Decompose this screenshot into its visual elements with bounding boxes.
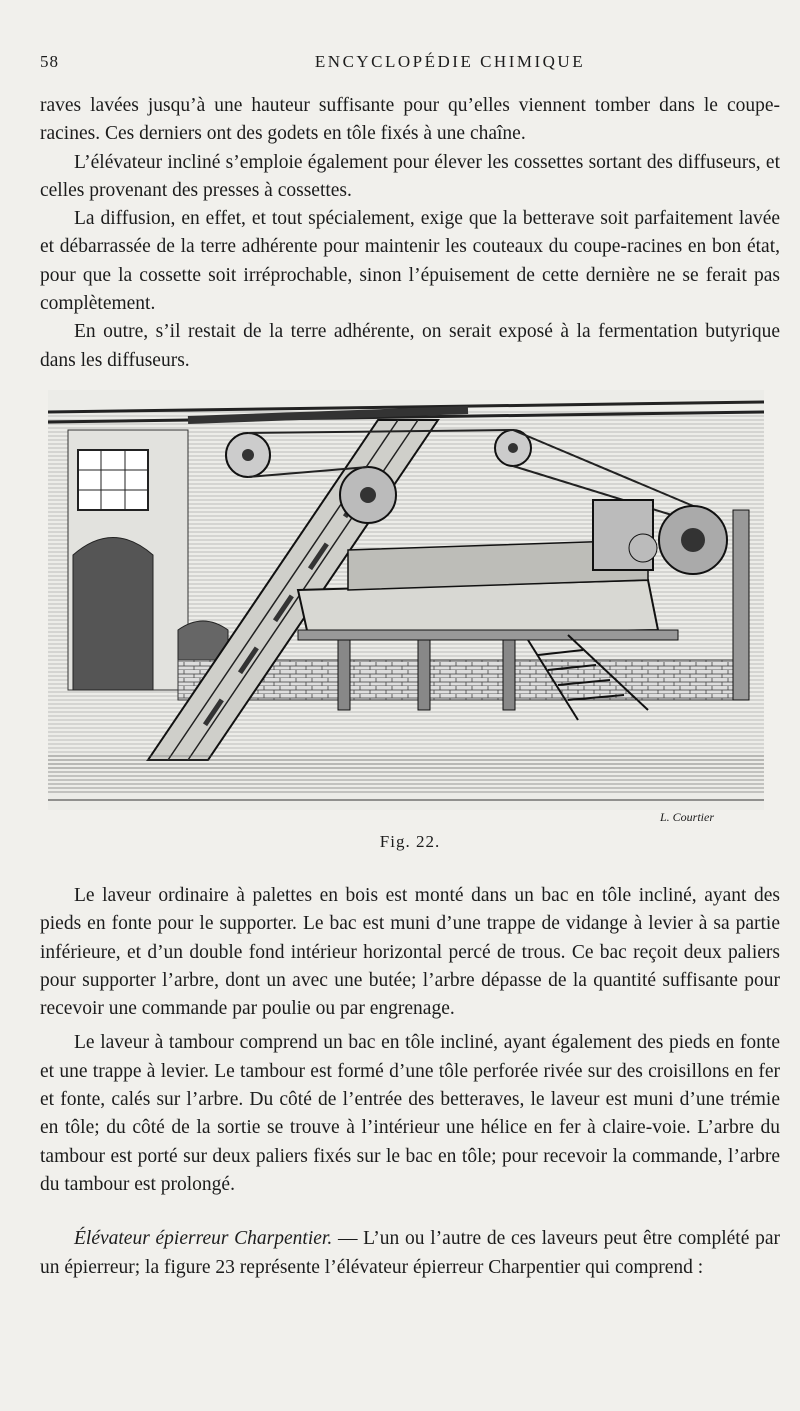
engraver-credit: L. Courtier [660,810,715,824]
page-header [40,52,760,76]
paragraph: Le laveur ordinaire à palettes en bois est monté dans un bac en tôle incliné, ayant des pieds en fonte pour le supporter. Le bac est muni d’une trappe de vidange à levier à sa partie inférieure, et d’un double fond intérieur horizontal percé de trous. Ce bac reçoit deux paliers pour supporter l’arbre, dont un avec une butée; l’arbre dépasse de la quantité suffisante pour recevoir une commande par poulie ou par engrenage. [40,885,780,1020]
running-head: ENCYCLOPÉDIE CHIMIQUE [314,52,586,71]
paragraph-text: — L’un ou l’autre de ces laveurs peut être complété par un épierreur; la figure 23 représente l’élévateur épierreur Charpentier qui comprend : [40,1228,780,1278]
page-number: 58 [40,52,59,71]
paragraph-with-title [40,1225,780,1282]
paragraph: En outre, s’il restait de la terre adhérente, on serait exposé à la fermentation butyrique dans les diffuseurs. [40,321,780,371]
paragraph: L’élévateur incliné s’emploie également pour élever les cossettes sortant des diffuseurs, et celles provenant des presses à cossettes. [40,151,780,201]
paragraph: Le laveur à tambour comprend un bac en tôle incliné, ayant également des pieds en fonte et une trappe à levier. Le tambour est formé d’une tôle perforée rivée sur des croisillons en fer et fonte, calés sur l’arbre. Du côté de l’entrée des betteraves, le laveur est muni d’une trémie en tôle; du côté de la sortie se trouve à l’intérieur une hélice en fer à claire-voie. L’arbre du tambour est porté sur deux paliers fixés sur le bac en tôle; pour recevoir la commande, l’arbre du tambour est prolongé. [40,1032,780,1195]
engraving-illustration [48,390,764,830]
beet-washer-elevator-engraving [48,390,764,810]
text-block-bottom [40,882,780,1282]
paragraph: La diffusion, en effet, et tout spécialement, exige que la betterave soit parfaitement lavée et débarrassée de la terre adhérente pour maintenir les couteaux du coupe-racines en bon état, pour que la cossette soit irréprochable, sinon l’épuisement de cette dernière ne se ferait pas complètement. [40,208,780,315]
text-block-top [40,92,780,375]
section-title: Élévateur épierreur Charpentier. [74,1228,333,1250]
paragraph: raves lavées jusqu’à une hauteur suffisante pour qu’elles viennent tomber dans le coupe-racines. Ces derniers ont des godets en tôle fixés à une chaîne. [40,95,780,145]
figure-caption: Fig. 22. [379,832,441,851]
